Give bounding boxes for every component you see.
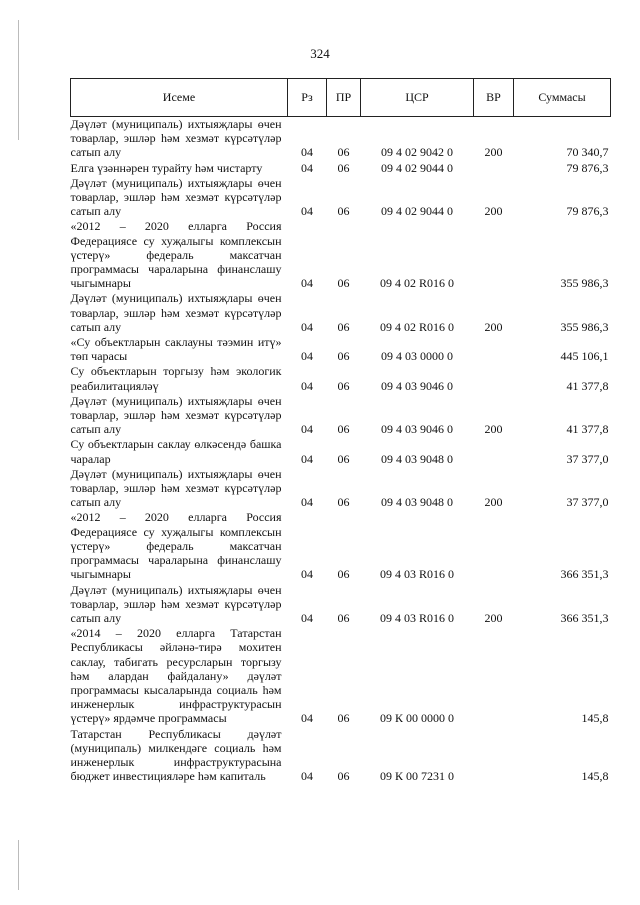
row-vr: 200 [484, 145, 503, 160]
row-name: Су объектларын саклау өлкәсендә башка чаралар [70, 437, 282, 466]
row-csr: 09 4 02 9044 0 [381, 160, 453, 175]
table-row [71, 175, 611, 219]
row-name: «2014 – 2020 елларга Татарстан Республикасы әйләнә-тирә мохитен саклау, табигать ресурсларын торгызу һәм алардан файдалану» дәүләт программасы кысаларында социаль һәм инженерлык инфраструктурасын үстерү» ярдәмче программасы [70, 626, 282, 726]
row-vr [474, 509, 514, 581]
header-name: Исеме [71, 79, 288, 117]
row-vr: 200 [484, 495, 503, 510]
table-header-row [71, 79, 611, 117]
row-sum: 41 377,8 [566, 378, 609, 393]
header-rz: Рз [288, 79, 327, 117]
row-rz: 04 [301, 769, 313, 784]
row-sum: 37 377,0 [566, 451, 609, 466]
row-rz: 04 [301, 495, 313, 510]
row-rz: 04 [301, 422, 313, 437]
row-rz: 04 [301, 160, 313, 175]
row-csr: 09 4 03 9048 0 [381, 451, 453, 466]
row-name: Дәүләт (муниципаль) ихтыяҗлары өчен товарлар, эшләр һәм хезмәт күрсәтүләр сатып алу [70, 466, 282, 510]
row-vr [474, 625, 514, 725]
row-vr [474, 363, 514, 392]
row-vr: 200 [484, 319, 503, 334]
row-vr [474, 726, 514, 784]
row-csr: 09 4 02 9044 0 [381, 204, 453, 219]
table-row [71, 363, 611, 392]
row-vr [474, 160, 514, 175]
row-pr: 06 [337, 378, 350, 393]
header-pr: ПР [327, 79, 361, 117]
table-row [71, 726, 611, 784]
row-csr: 09 4 03 0000 0 [381, 349, 453, 364]
row-rz: 04 [301, 610, 313, 625]
row-pr: 06 [337, 610, 350, 625]
row-pr: 06 [337, 145, 350, 160]
row-name: Дәүләт (муниципаль) ихтыяҗлары өчен товарлар, эшләр һәм хезмәт күрсәтүләр сатып алу [70, 117, 282, 160]
row-sum: 355 986,3 [560, 276, 609, 291]
scan-edge-mark [18, 840, 19, 890]
header-sum: Суммасы [514, 79, 611, 117]
row-name: Су объектларын торгызу һәм экологик реабилитацияләү [70, 364, 282, 393]
row-csr: 09 4 03 9046 0 [381, 378, 453, 393]
row-name: Дәүләт (муниципаль) ихтыяҗлары өчен товарлар, эшләр һәм хезмәт күрсәтүләр сатып алу [70, 582, 282, 625]
row-rz: 04 [301, 276, 313, 291]
row-rz: 04 [301, 204, 313, 219]
row-csr: 09 К 00 0000 0 [379, 711, 454, 726]
row-name: Елга үзәннәрен турайту һәм чистарту [70, 160, 263, 175]
header-csr: ЦСР [361, 79, 474, 117]
table-row [71, 436, 611, 465]
row-vr: 200 [484, 610, 503, 625]
row-rz: 04 [301, 319, 313, 334]
row-sum: 366 351,3 [560, 567, 609, 582]
row-sum: 445 106,1 [560, 349, 609, 364]
row-pr: 06 [337, 204, 350, 219]
row-rz: 04 [301, 567, 313, 582]
row-rz: 04 [301, 711, 313, 726]
budget-table [70, 78, 611, 783]
row-sum: 145,8 [581, 769, 609, 784]
table-row [71, 334, 611, 363]
row-sum: 70 340,7 [566, 145, 609, 160]
row-pr: 06 [337, 567, 350, 582]
row-csr: 09 4 03 R016 0 [379, 567, 454, 582]
row-rz: 04 [301, 451, 313, 466]
table-row [71, 393, 611, 437]
row-pr: 06 [337, 769, 350, 784]
row-pr: 06 [337, 319, 350, 334]
table-row [71, 466, 611, 510]
table-row [71, 290, 611, 334]
table-row [71, 160, 611, 175]
row-vr [474, 334, 514, 363]
row-vr: 200 [484, 204, 503, 219]
row-vr [474, 436, 514, 465]
row-name: «2012 – 2020 елларга Россия Федерациясе су хуҗалыгы комплексын үстерү» федераль максатчан программасы чараларына финанслашу чыгымнары [70, 219, 282, 291]
header-vr: ВР [474, 79, 514, 117]
row-csr: 09 4 02 R016 0 [379, 276, 454, 291]
scan-edge-mark [18, 20, 19, 140]
row-name: «Су объектларын саклауны тәэмин итү» төп чарасы [70, 335, 282, 364]
row-rz: 04 [301, 145, 313, 160]
row-name: «2012 – 2020 елларга Россия Федерациясе су хуҗалыгы комплексын үстерү» федераль максатчан программасы чараларына финанслашу чыгымнары [70, 510, 282, 582]
row-pr: 06 [337, 276, 350, 291]
row-pr: 06 [337, 495, 350, 510]
row-csr: 09 4 02 9042 0 [381, 145, 453, 160]
row-name: Дәүләт (муниципаль) ихтыяҗлары өчен товарлар, эшләр һәм хезмәт күрсәтүләр сатып алу [70, 175, 282, 219]
row-rz: 04 [301, 378, 313, 393]
row-csr: 09 4 03 R016 0 [379, 610, 454, 625]
row-sum: 145,8 [581, 711, 609, 726]
row-csr: 09 К 00 7231 0 [379, 769, 454, 784]
row-csr: 09 4 02 R016 0 [379, 319, 454, 334]
page-number: 324 [310, 46, 330, 61]
table-row [71, 509, 611, 581]
row-pr: 06 [337, 711, 350, 726]
row-name: Дәүләт (муниципаль) ихтыяҗлары өчен товарлар, эшләр һәм хезмәт күрсәтүләр сатып алу [70, 393, 282, 437]
table-row [71, 582, 611, 626]
row-pr: 06 [337, 160, 350, 175]
row-pr: 06 [337, 349, 350, 364]
table-row [71, 625, 611, 725]
row-sum: 79 876,3 [566, 204, 609, 219]
table-row [71, 117, 611, 160]
row-vr [474, 218, 514, 290]
row-sum: 366 351,3 [560, 610, 609, 625]
row-vr: 200 [484, 422, 503, 437]
row-csr: 09 4 03 9046 0 [381, 422, 453, 437]
table-row [71, 218, 611, 290]
row-name: Татарстан Республикасы дәүләт (муниципаль) милкендәге социаль һәм инженерлык инфраструктурасына бюджет инвестицияләре һәм капиталь [70, 726, 282, 784]
row-name: Дәүләт (муниципаль) ихтыяҗлары өчен товарлар, эшләр һәм хезмәт күрсәтүләр сатып алу [70, 291, 282, 334]
row-rz: 04 [301, 349, 313, 364]
row-sum: 41 377,8 [566, 422, 609, 437]
row-sum: 79 876,3 [566, 160, 609, 175]
row-pr: 06 [337, 451, 350, 466]
row-csr: 09 4 03 9048 0 [381, 495, 453, 510]
row-sum: 355 986,3 [560, 319, 609, 334]
row-sum: 37 377,0 [566, 495, 609, 510]
row-pr: 06 [337, 422, 350, 437]
